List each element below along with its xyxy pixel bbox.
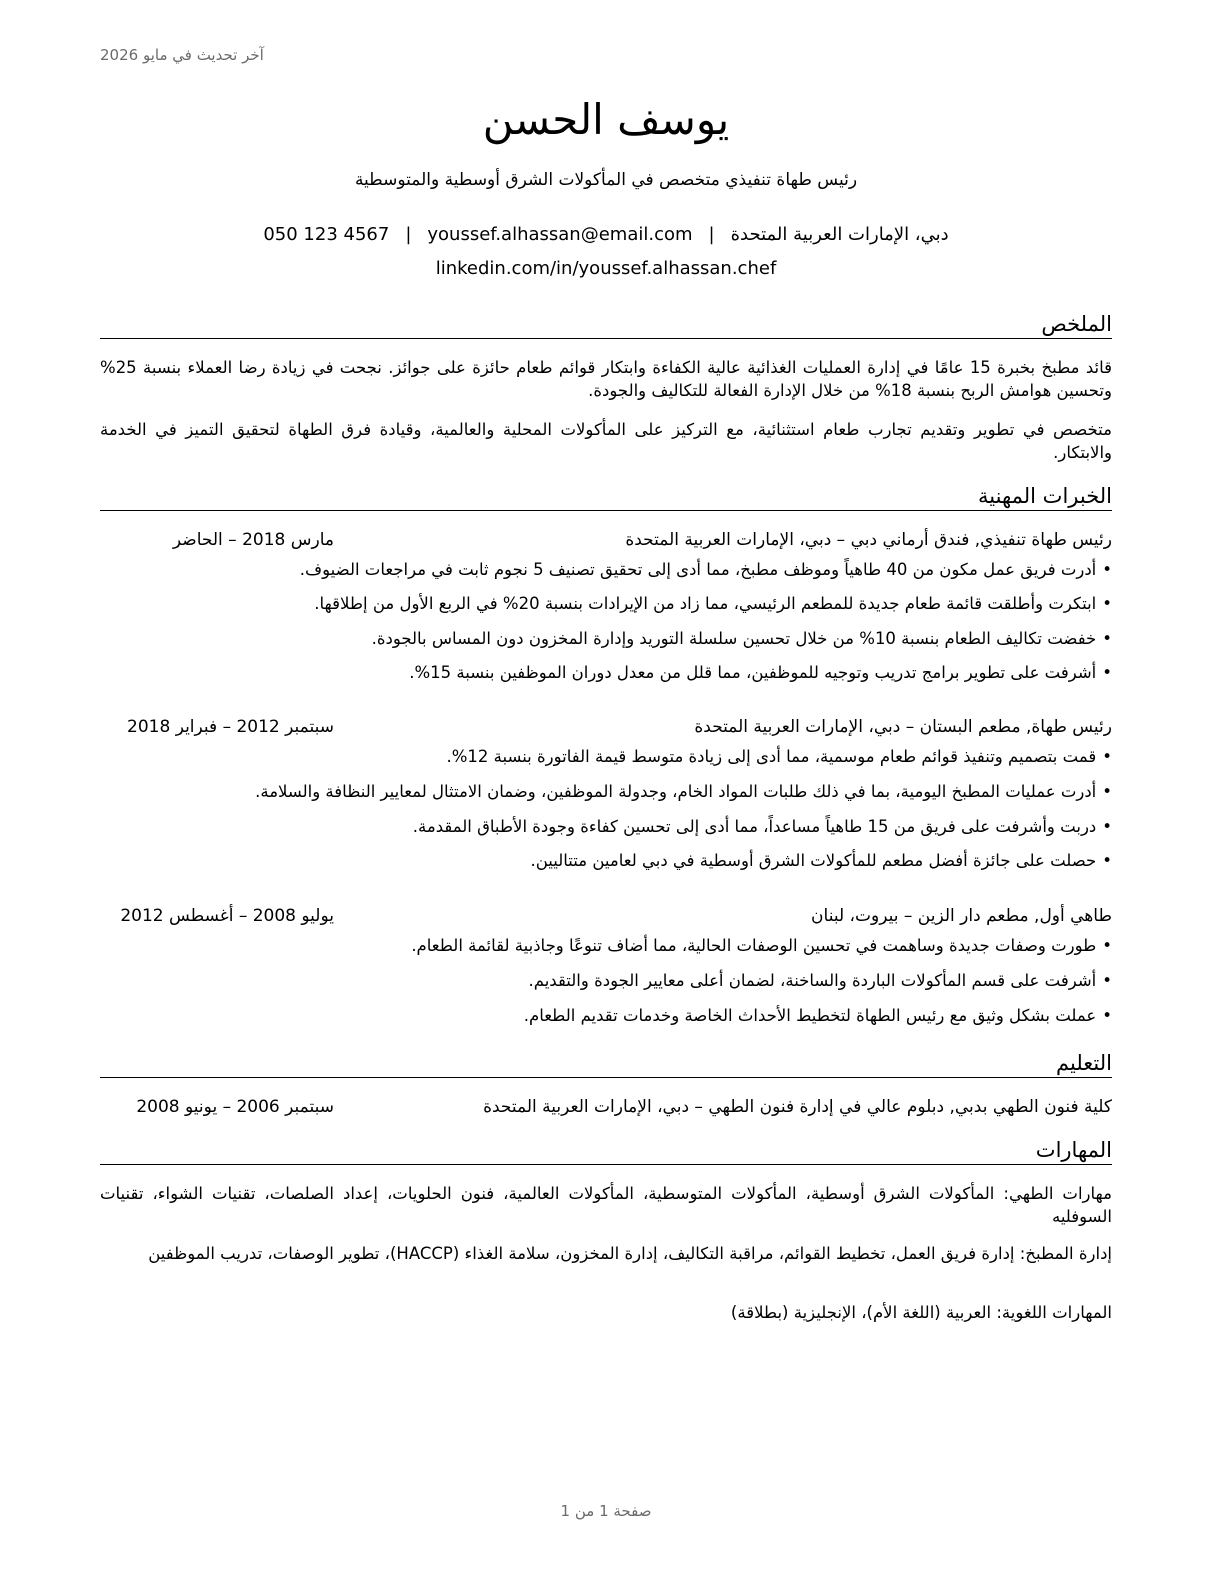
last-updated-note: آخر تحديث في مايو 2026 xyxy=(100,46,264,64)
job-place: فندق أرماني دبي – دبي، الإمارات العربية المتحدة xyxy=(625,530,970,550)
phone-text: 050 123 4567 xyxy=(263,224,390,245)
job-bullet: •أدرت عمليات المطبخ اليومية، بما في ذلك طلبات المواد الخام، وجدولة الموظفين، وضمان الامتثال لمعايير النظافة والسلامة. xyxy=(255,782,1112,801)
job-bullet: •خفضت تكاليف الطعام بنسبة 10% من خلال تحسين سلسلة التوريد وإدارة المخزون دون المساس بالجودة. xyxy=(371,629,1112,648)
candidate-name: يوسف الحسن xyxy=(482,95,730,144)
summary-paragraph-2: متخصص في تطوير وتقديم تجارب طعام استثنائية، مع التركيز على المأكولات المحلية والعالمية، وقيادة فرق الطهاة لتحقيق التميز في الخدمة والابتكار. xyxy=(100,420,1112,462)
job-bullet: •أدرت فريق عمل مكون من 40 طاهياً وموظف مطبخ، مما أدى إلى تحقيق تصنيف 5 نجوم ثابت في مراجعات الضيوف. xyxy=(299,560,1112,579)
skills-line-culinary: مهارات الطهي: المأكولات الشرق أوسطية، المأكولات المتوسطية، المأكولات العالمية، فنون الحلويات، إعداد الصلصات، تقنيات الشواء، تقنيات السوفليه xyxy=(100,1184,1112,1226)
job-role: رئيس طهاة xyxy=(1031,717,1112,737)
job-title-line: رئيس طهاة تنفيذي, فندق أرماني دبي – دبي، الإمارات العربية المتحدة xyxy=(625,530,1112,550)
job-bullet: •طورت وصفات جديدة وساهمت في تحسين الوصفات الحالية، مما أضاف تنوعًا وجاذبية لقائمة الطعام. xyxy=(411,936,1112,955)
job-dates: مارس 2018 – الحاضر xyxy=(172,530,334,550)
job-header xyxy=(100,904,1112,928)
job-bullet: •أشرفت على قسم المأكولات الباردة والساخنة، لضمان أعلى معايير الجودة والتقديم. xyxy=(528,971,1112,990)
job-header xyxy=(100,528,1112,552)
education-dates: سبتمبر 2006 – يونيو 2008 xyxy=(136,1097,334,1117)
page-number: صفحة 1 من 1 xyxy=(560,1502,652,1520)
job-title-line: رئيس طهاة, مطعم البستان – دبي، الإمارات العربية المتحدة xyxy=(694,717,1112,737)
job-place: مطعم دار الزين – بيروت، لبنان xyxy=(811,906,1029,926)
job-role: رئيس طهاة تنفيذي xyxy=(980,530,1112,550)
summary-heading: الملخص xyxy=(100,310,1112,339)
education-heading: التعليم xyxy=(100,1049,1112,1078)
job-role: طاهي أول xyxy=(1039,906,1112,926)
job-bullet: •قمت بتصميم وتنفيذ قوائم طعام موسمية، مما أدى إلى زيادة متوسط قيمة الفاتورة بنسبة 12%. xyxy=(446,747,1112,766)
degree-text: دبلوم عالي في إدارة فنون الطهي – دبي، الإمارات العربية المتحدة xyxy=(483,1097,945,1117)
job-bullet: •حصلت على جائزة أفضل مطعم للمأكولات الشرق أوسطية في دبي لعامين متتاليين. xyxy=(530,851,1112,870)
job-header xyxy=(100,715,1112,739)
linkedin-link[interactable]: linkedin.com/in/youssef.alhassan.chef xyxy=(435,258,777,279)
education-entry xyxy=(100,1095,1112,1119)
job-bullet: •أشرفت على تطوير برامج تدريب وتوجيه للموظفين، مما قلل من معدل دوران الموظفين بنسبة 15%. xyxy=(409,663,1112,682)
job-bullet: •دربت وأشرفت على فريق من 15 طاهياً مساعداً، مما أدى إلى تحسين كفاءة وجودة الأطباق المقدمة. xyxy=(412,817,1112,836)
school-name: كلية فنون الطهي بدبي xyxy=(954,1097,1112,1117)
contact-separator: | xyxy=(708,224,715,245)
contact-info xyxy=(100,224,1112,245)
skills-heading: المهارات xyxy=(100,1136,1112,1165)
skills-line-kitchen: إدارة المطبخ: إدارة فريق العمل، تخطيط القوائم، مراقبة التكاليف، إدارة المخزون، سلامة الغذاء (HACCP)، تطوير الوصفات، تدريب الموظفين xyxy=(148,1244,1112,1263)
education-title-line: كلية فنون الطهي بدبي, دبلوم عالي في إدارة فنون الطهي – دبي، الإمارات العربية المتحدة xyxy=(483,1097,1112,1117)
job-dates: سبتمبر 2012 – فبراير 2018 xyxy=(127,717,334,737)
job-dates: يوليو 2008 – أغسطس 2012 xyxy=(120,906,334,926)
summary-paragraph-1: قائد مطبخ بخبرة 15 عامًا في إدارة العمليات الغذائية عالية الكفاءة وابتكار قوائم طعام حائزة على جوائز. نجحت في زيادة رضا العملاء بنسبة 25% وتحسين هوامش الربح بنسبة 18% من خلال الإدارة الفعالة للتكاليف والجودة. xyxy=(100,358,1112,400)
job-title-line: طاهي أول, مطعم دار الزين – بيروت، لبنان xyxy=(811,906,1112,926)
email-link[interactable]: youssef.alhassan@email.com xyxy=(427,224,693,245)
candidate-headline: رئيس طهاة تنفيذي متخصص في المأكولات الشرق أوسطية والمتوسطية xyxy=(354,170,858,190)
contact-separator: | xyxy=(405,224,412,245)
location-text: دبي، الإمارات العربية المتحدة xyxy=(730,224,949,245)
job-bullet: •عملت بشكل وثيق مع رئيس الطهاة لتخطيط الأحداث الخاصة وخدمات تقديم الطعام. xyxy=(523,1006,1112,1025)
job-place: مطعم البستان – دبي، الإمارات العربية المتحدة xyxy=(694,717,1021,737)
job-bullet: •ابتكرت وأطلقت قائمة طعام جديدة للمطعم الرئيسي، مما زاد من الإيرادات بنسبة 20% في الربع الأول من إطلاقها. xyxy=(314,594,1112,613)
experience-heading: الخبرات المهنية xyxy=(100,482,1112,511)
skills-line-languages: المهارات اللغوية: العربية (اللغة الأم)، الإنجليزية (بطلاقة) xyxy=(730,1303,1112,1322)
resume-page xyxy=(100,0,1112,1584)
